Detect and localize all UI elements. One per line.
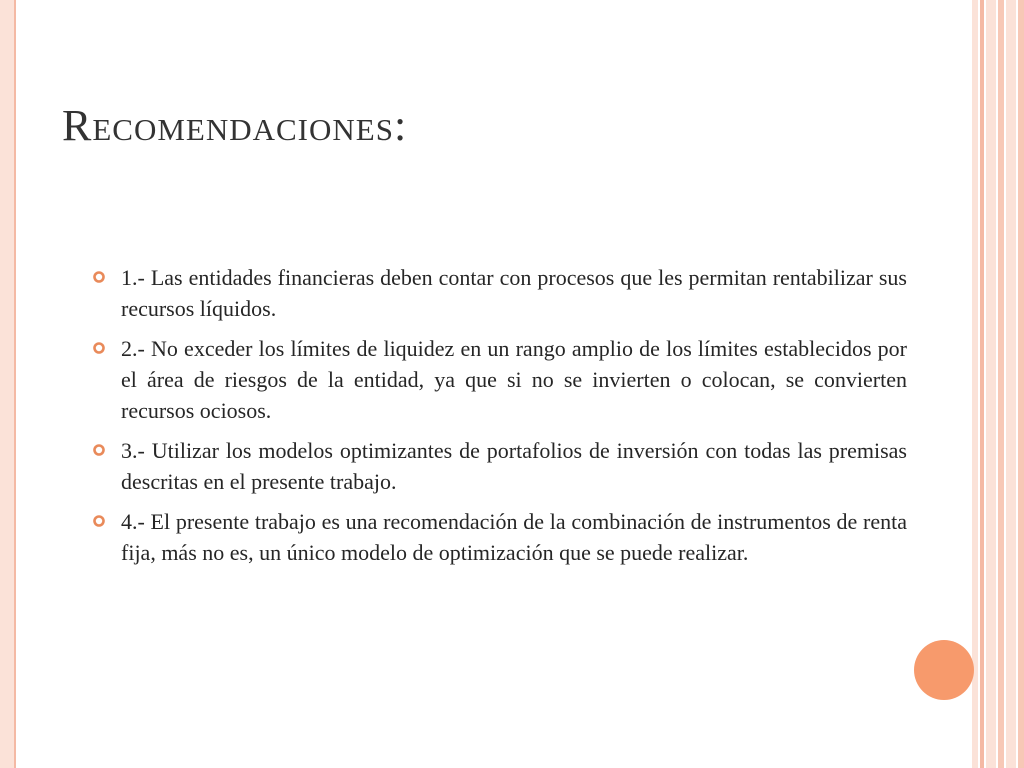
- bullet-list: [92, 262, 907, 577]
- left-border-line: [14, 0, 16, 768]
- stripe-5: [1006, 0, 1016, 768]
- list-item-text: 3.- Utilizar los modelos optimizantes de portafolios de inversión con todas las premisas descritas en el presente trabajo.: [121, 438, 907, 494]
- decorative-circle: [914, 640, 974, 700]
- list-item-text: 2.- No exceder los límites de liquidez en un rango amplio de los límites establecidos por el área de riesgos de la entidad, ya que si no se invierten o colocan, se convierten recursos ociosos.: [121, 336, 907, 423]
- left-border-band: [0, 0, 14, 768]
- bullet-ring-icon: [92, 514, 106, 528]
- right-decorative-stripes: [972, 0, 1024, 768]
- list-item: [92, 435, 907, 497]
- list-item: [92, 262, 907, 324]
- stripe-2: [980, 0, 984, 768]
- list-item: [92, 506, 907, 568]
- stripe-4: [998, 0, 1004, 768]
- list-item-text: 1.- Las entidades financieras deben contar con procesos que les permitan rentabilizar sus recursos líquidos.: [121, 265, 907, 321]
- bullet-ring-icon: [92, 341, 106, 355]
- bullet-ring-icon: [92, 270, 106, 284]
- bullet-ring-icon: [92, 443, 106, 457]
- stripe-3: [986, 0, 996, 768]
- list-item-text: 4.- El presente trabajo es una recomendación de la combinación de instrumentos de renta fija, más no es, un único modelo de optimización que se puede realizar.: [121, 509, 907, 565]
- slide-title: Recomendaciones:: [62, 101, 408, 150]
- stripe-6: [1018, 0, 1024, 768]
- stripe-1: [972, 0, 978, 768]
- list-item: [92, 333, 907, 426]
